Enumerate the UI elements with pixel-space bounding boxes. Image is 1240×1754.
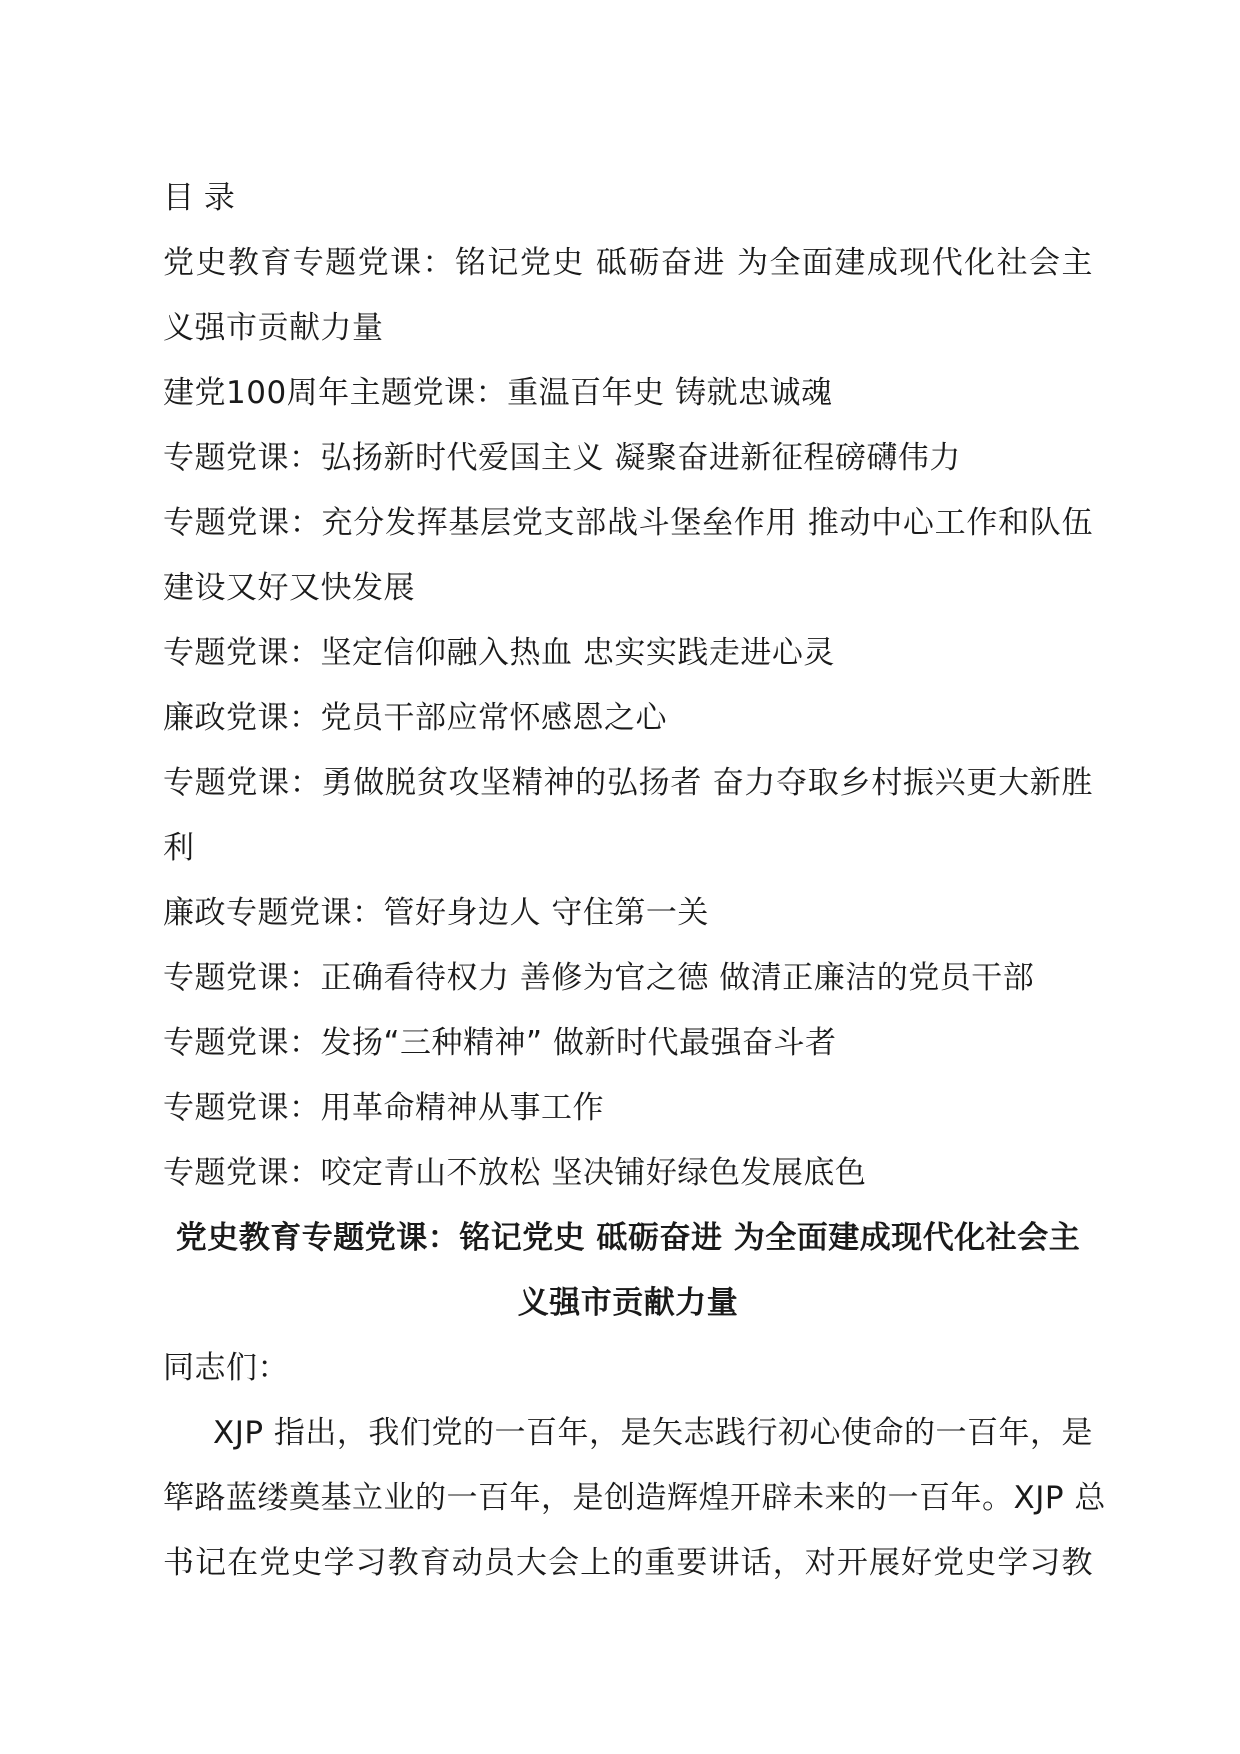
- toc-entry-line: 专题党课：充分发挥基层党支部战斗堡垒作用 推动中心工作和队伍: [163, 505, 1093, 541]
- toc-entry-line: 专题党课：发扬“三种精神” 做新时代最强奋斗者: [163, 1025, 837, 1061]
- toc-entry-line: 专题党课：弘扬新时代爱国主义 凝聚奋进新征程磅礴伟力: [163, 440, 961, 476]
- article-heading-line: 义强市贡献力量: [517, 1285, 739, 1321]
- toc-entry-line: 专题党课：勇做脱贫攻坚精神的弘扬者 奋力夺取乡村振兴更大新胜: [163, 765, 1093, 801]
- document-content: [163, 166, 1106, 1596]
- article-heading-line: 党史教育专题党课：铭记党史 砥砺奋进 为全面建成现代化社会主: [175, 1220, 1081, 1256]
- toc-entry-line: 建党100周年主题党课：重温百年史 铸就忠诚魂: [163, 375, 833, 411]
- article-heading: [163, 1206, 1093, 1336]
- paragraph-line: 筚路蓝缕奠基立业的一百年，是创造辉煌开辟未来的一百年。XJP 总: [163, 1480, 1106, 1516]
- toc-entry-line: 党史教育专题党课：铭记党史 砥砺奋进 为全面建成现代化社会主: [163, 245, 1093, 281]
- paragraph-line: 书记在党史学习教育动员大会上的重要讲话，对开展好党史学习教: [163, 1545, 1093, 1581]
- toc-entry-line: 利: [163, 830, 195, 866]
- salutation: 同志们：: [163, 1350, 289, 1386]
- toc-entry-line: 廉政专题党课：管好身边人 守住第一关: [163, 895, 709, 931]
- toc-entry-line: 廉政党课：党员干部应常怀感恩之心: [163, 700, 667, 736]
- toc-entry-line: 专题党课：用革命精神从事工作: [163, 1090, 604, 1126]
- toc-title: 目 录: [163, 180, 235, 216]
- toc-entry-line: 建设又好又快发展: [163, 570, 415, 606]
- toc-entry-line: 专题党课：坚定信仰融入热血 忠实实践走进心灵: [163, 635, 835, 671]
- paragraph-line: XJP 指出，我们党的一百年，是矢志践行初心使命的一百年，是: [213, 1415, 1093, 1451]
- toc-entry-line: 专题党课：正确看待权力 善修为官之德 做清正廉洁的党员干部: [163, 960, 1035, 996]
- toc-entry-line: 义强市贡献力量: [163, 310, 384, 346]
- body-paragraph: [163, 1401, 1106, 1596]
- toc-list: [163, 231, 1093, 1206]
- toc-entry-line: 专题党课：咬定青山不放松 坚决铺好绿色发展底色: [163, 1155, 867, 1191]
